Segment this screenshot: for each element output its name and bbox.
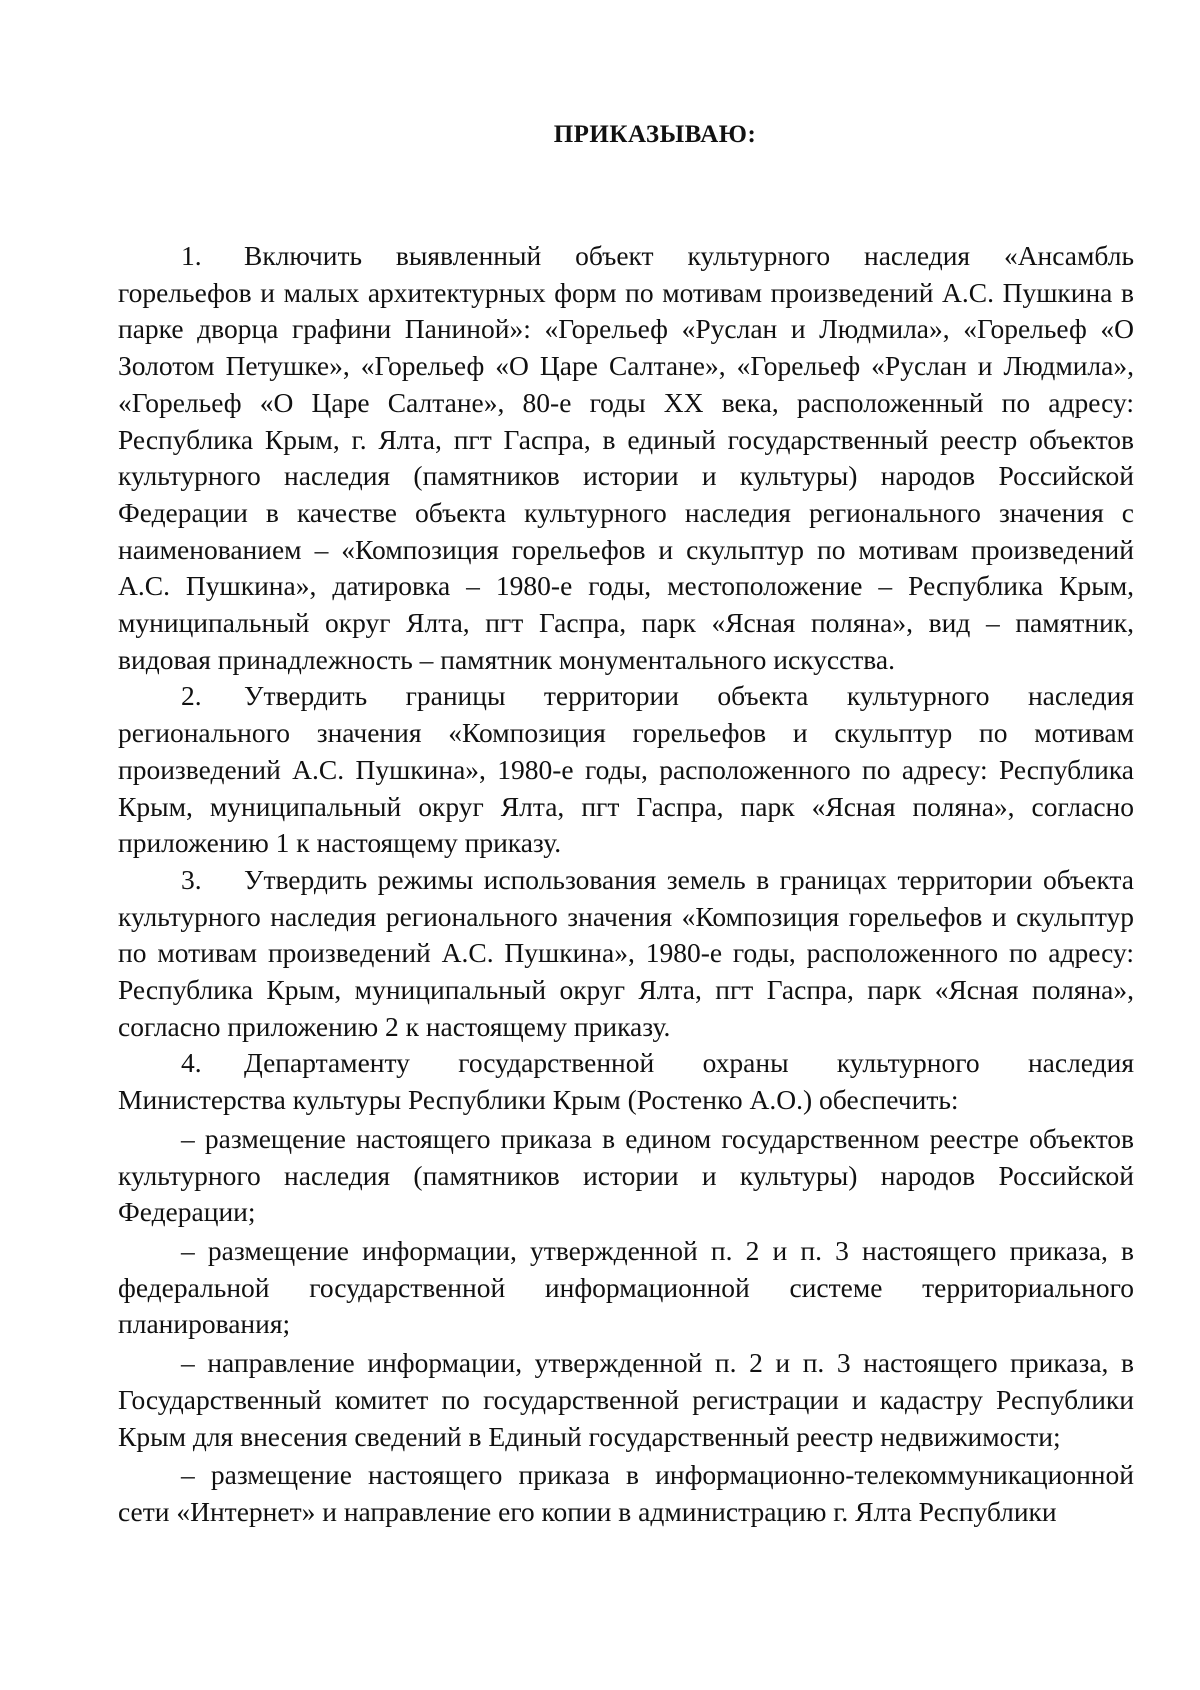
item-text: Утвердить границы территории объекта культурного наследия регионального значения «Композиция горельефов и скульптур по мотивам произведений А.С. Пушкина», 1980-е годы, расположенного по адресу: Республика Крым, муниципальный округ Ялта, пгт Гаспра, парк «Ясная поляна», согласно приложению 1 к настоящему приказу. <box>118 680 1134 859</box>
item-number: 2. <box>181 680 202 712</box>
item-text: Утвердить режимы использования земель в границах территории объекта культурного наследия регионального значения «Композиция горельефов и скульптур по мотивам произведений А.С. Пушкина», 1980-е годы, расположенного по адресу: Республика Крым, муниципальный округ Ялта, пгт Гаспра, парк «Ясная поляна», согласно приложению 2 к настоящему приказу. <box>118 863 1134 1042</box>
item-number: 4. <box>181 1047 202 1079</box>
item-text: Включить выявленный объект культурного наследия «Ансамбль горельефов и малых архитектурных форм по мотивам произведений А.С. Пушкина в парке дворца графини Паниной»: «Горельеф «Руслан и Людмила», «Горельеф «О Золотом Петушке», «Горельеф «О Царе Салтане», «Горельеф «Руслан и Людмила», «Горельеф «О Царе Салтане», 80-е годы XX века, расположенный по адресу: Республика Крым, г. Ялта, пгт Гаспра, в единый государственный реестр объектов культурного наследия (памятников истории и культуры) народов Российской Федерации в качестве объекта культурного наследия регионального значения с наименованием – «Композиция горельефов и скульптур по мотивам произведений А.С. Пушкина», датировка – 1980-е годы, местоположение – Республика Крым, муниципальный округ Ялта, пгт Гаспра, парк «Ясная поляна», вид – памятник, видовая принадлежность – памятник монументального искусства. <box>118 240 1134 675</box>
order-subitem-4: – размещение настоящего приказа в информационно-телекоммуникационной сети «Интернет» и направление его копии в администрацию г. Ялта Республики <box>118 1459 1134 1527</box>
item-number: 1. <box>181 240 202 271</box>
order-item-4 <box>118 1045 1134 1118</box>
order-subitem-2: – размещение информации, утвержденной п. 2 и п. 3 настоящего приказа, в федеральной государственной информационной системе территориального планирования; <box>118 1234 1134 1340</box>
item-number: 3. <box>181 863 202 895</box>
item-text: Департаменту государственной охраны культурного наследия Министерства культуры Республики Крым (Ростенко А.О.) обеспечить: <box>118 1047 1134 1116</box>
order-body <box>118 238 1134 1531</box>
order-subitem-3: – направление информации, утвержденной п. 2 и п. 3 настоящего приказа, в Государственный комитет по государственной регистрации и кадастру Республики Крым для внесения сведений в Единый государственный реестр недвижимости; <box>118 1347 1134 1452</box>
order-item-3 <box>118 862 1134 1046</box>
order-item-2 <box>118 678 1134 862</box>
order-heading: ПРИКАЗЫВАЮ: <box>553 121 757 148</box>
order-item-1 <box>118 238 1134 678</box>
order-subitem-1: – размещение настоящего приказа в едином государственном реестре объектов культурного наследия (памятников истории и культуры) народов Российской Федерации; <box>118 1122 1134 1228</box>
